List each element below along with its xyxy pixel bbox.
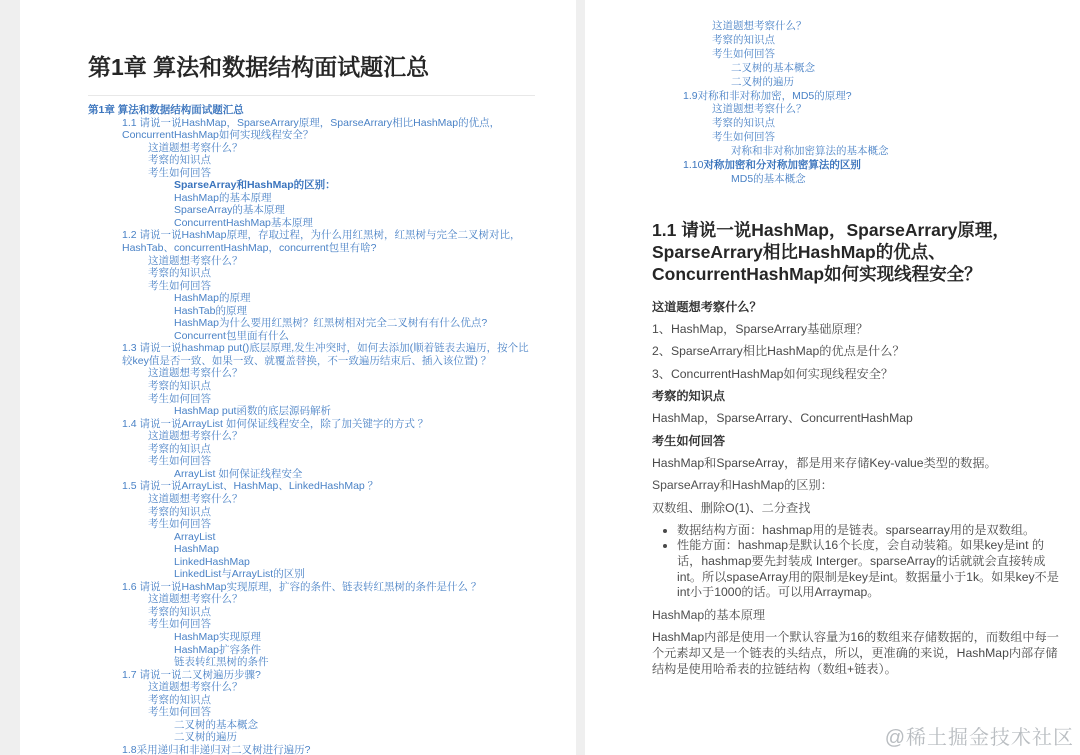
toc-link[interactable]: 链表转红黑树的条件 xyxy=(174,656,269,669)
page-right xyxy=(585,0,1080,755)
toc-link[interactable]: 1.7 请说一说二叉树遍历步骤? xyxy=(122,668,261,681)
toc-link[interactable]: 考生如何回答 xyxy=(148,166,211,179)
paragraph: 1、HashMap，SparseArrary基础原理？ xyxy=(652,322,869,337)
toc-link[interactable]: SparseArray的基本原理 xyxy=(174,204,285,217)
toc-link[interactable]: HashMap扩容条件 xyxy=(174,643,261,656)
toc-link[interactable]: 二叉树的基本概念 xyxy=(731,61,815,74)
toc-link[interactable]: 考察的知识点 xyxy=(148,154,211,167)
toc-link[interactable]: HashMap xyxy=(174,543,219,556)
table-of-contents-right xyxy=(652,20,1064,187)
toc-link[interactable]: ArrayList xyxy=(174,530,216,543)
toc-link[interactable]: 这道题想考察什么？ xyxy=(148,681,243,694)
watermark: @稀土掘金技术社区 xyxy=(884,727,1074,749)
sub-heading: HashMap的基本原理 xyxy=(652,607,766,622)
toc-link[interactable]: 1.10对称加密和分对称加密算法的区别 xyxy=(683,159,861,172)
toc-link[interactable]: 考察的知识点 xyxy=(712,117,775,130)
toc-link[interactable]: 这道题想考察什么？ xyxy=(712,103,807,116)
toc-link[interactable]: 这道题想考察什么？ xyxy=(148,430,243,443)
answer-section-label: 考察的知识点 xyxy=(652,389,726,404)
toc-link[interactable]: 第1章 算法和数据结构面试题汇总 xyxy=(88,104,244,116)
toc-link[interactable]: 对称和非对称加密算法的基本概念 xyxy=(731,145,889,158)
bullet-item: • 性能方面：hashmap是默认16个长度，会自动装箱。如果key是int 的话，hashmap要先封装成 Interger。sparseArray的话就就会直接转成int。所以spaseArray用的限制是key是int。数据量小于1k。如果key不是int小于1000的话。可以用Arraymap。 xyxy=(677,538,1064,600)
answer-section-label: 这道题想考察什么？ xyxy=(652,299,762,314)
toc-link[interactable]: 考察的知识点 xyxy=(148,267,211,280)
toc-link[interactable]: 考生如何回答 xyxy=(148,279,211,292)
toc-link[interactable]: 考察的知识点 xyxy=(148,442,211,455)
toc-link[interactable]: 1.3 请说一说hashmap put()底层原理,发生冲突时，如何去添加(顺着链表去遍历，按个比较key值是否一致、如果一致、就覆盖替换，不一致遍历结束后、插入该位置) ？ xyxy=(122,342,529,367)
toc-link[interactable]: 1.5 请说一说ArrayList、HashMap、LinkedHashMap ？ xyxy=(122,480,379,493)
toc-link-number: 1.10 xyxy=(683,159,704,172)
toc-link[interactable]: 考生如何回答 xyxy=(712,47,775,60)
toc-link[interactable]: 考生如何回答 xyxy=(148,618,211,631)
toc-link[interactable]: 1.4 请说一说ArrayList 如何保证线程安全，除了加关键字的方式 ？ xyxy=(122,417,429,430)
toc-link[interactable]: LinkedHashMap xyxy=(174,555,250,568)
toc-link[interactable]: HashMap的原理 xyxy=(174,292,251,305)
toc-link[interactable]: 考察的知识点 xyxy=(148,605,211,618)
toc-link[interactable]: MD5的基本概念 xyxy=(731,172,806,185)
toc-link[interactable]: 考生如何回答 xyxy=(148,518,211,531)
toc-link[interactable]: 这道题想考察什么？ xyxy=(148,141,243,154)
paragraph: HashMap内部是使用一个默认容量为16的数组来存储数据的，而数组中每一个元素却又是一个链表的头结点，所以，更准确的来说，HashMap内部存储结构是使用哈希表的拉链结构（数组+链表）。 xyxy=(652,630,1059,676)
toc-link[interactable]: 这道题想考察什么？ xyxy=(148,593,243,606)
toc-link[interactable]: ArrayList 如何保证线程安全 xyxy=(174,467,303,480)
toc-link[interactable]: 1.9对称和非对称加密，MD5的原理? xyxy=(683,89,852,102)
table-of-contents-left xyxy=(88,104,535,755)
answer-section-label: 考生如何回答 xyxy=(652,433,726,448)
paragraph: HashMap和SparseArray，都是用来存储Key-value类型的数据。 xyxy=(652,455,997,470)
toc-link[interactable]: 考生如何回答 xyxy=(148,392,211,405)
chapter-title: 第1章 算法和数据结构面试题汇总 xyxy=(88,52,535,96)
toc-link[interactable]: 这道题想考察什么？ xyxy=(148,254,243,267)
paragraph: 3、ConcurrentHashMap如何实现线程安全？ xyxy=(652,366,894,381)
toc-link[interactable]: 二叉树的遍历 xyxy=(174,731,237,744)
section-body xyxy=(652,300,1064,678)
toc-link[interactable]: 考生如何回答 xyxy=(712,131,775,144)
toc-link[interactable]: HashMap put函数的底层源码解析 xyxy=(174,405,331,418)
toc-link[interactable]: 考察的知识点 xyxy=(148,693,211,706)
toc-link[interactable]: 二叉树的遍历 xyxy=(731,75,794,88)
paragraph: HashMap，SparseArrary、ConcurrentHashMap xyxy=(652,411,913,426)
toc-link[interactable]: 考察的知识点 xyxy=(148,380,211,393)
toc-link[interactable]: HashMap的基本原理 xyxy=(174,191,272,204)
toc-link[interactable]: 1.1 请说一说HashMap，SparseArrary原理，SparseArrary相比HashMap的优点，ConcurrentHashMap如何实现线程安全？ xyxy=(122,116,501,142)
page-left xyxy=(20,0,576,755)
sub-heading: SparseArray和HashMap的区别： xyxy=(652,478,833,493)
toc-link[interactable]: 1.6 请说一说HashMap实现原理，扩容的条件、链表转红黑树的条件是什么 ？ xyxy=(122,580,482,593)
paragraph: 双数组、删除O(1)、二分查找 xyxy=(652,500,811,515)
bullet-list xyxy=(652,523,1064,601)
toc-link[interactable]: 1.8采用递归和非递归对二叉树进行遍历? xyxy=(122,743,311,755)
toc-link[interactable]: LinkedList与ArrayList的区别 xyxy=(174,568,305,581)
toc-link[interactable]: ConcurrentHashMap基本原理 xyxy=(174,216,313,229)
toc-link[interactable]: 考生如何回答 xyxy=(148,455,211,468)
toc-link[interactable]: 考生如何回答 xyxy=(148,706,211,719)
section-heading: 1.1 请说一说HashMap，SparseArrary原理，SparseArrary相比HashMap的优点、ConcurrentHashMap如何实现线程安全？ xyxy=(652,219,1010,284)
toc-link[interactable]: HashMap为什么要用红黑树？红黑树相对完全二叉树有有什么优点? xyxy=(174,317,488,330)
toc-link[interactable]: 考察的知识点 xyxy=(148,505,211,518)
toc-link[interactable]: 1.2 请说一说HashMap原理，存取过程，为什么用红黑树，红黑树与完全二叉树对比，HashTab、concurrentHashMap，concurrent包里有啥? xyxy=(122,229,521,255)
toc-link[interactable]: HashMap实现原理 xyxy=(174,630,261,643)
toc-link[interactable]: 考察的知识点 xyxy=(712,33,775,46)
toc-link[interactable]: SparseArray和HashMap的区别： xyxy=(174,179,336,192)
toc-link[interactable]: 这道题想考察什么？ xyxy=(712,20,807,32)
toc-link[interactable]: 这道题想考察什么？ xyxy=(148,367,243,380)
toc-link[interactable]: Concurrent包里面有什么 xyxy=(174,329,289,342)
toc-link[interactable]: 二叉树的基本概念 xyxy=(174,718,258,731)
paragraph: 2、SparseArrary相比HashMap的优点是什么？ xyxy=(652,344,905,359)
toc-link[interactable]: 这道题想考察什么？ xyxy=(148,492,243,505)
toc-link[interactable]: HashTab的原理 xyxy=(174,304,247,317)
bullet-item: • 数据结构方面：hashmap用的是链表。sparsearray用的是双数组。 xyxy=(677,523,1064,539)
